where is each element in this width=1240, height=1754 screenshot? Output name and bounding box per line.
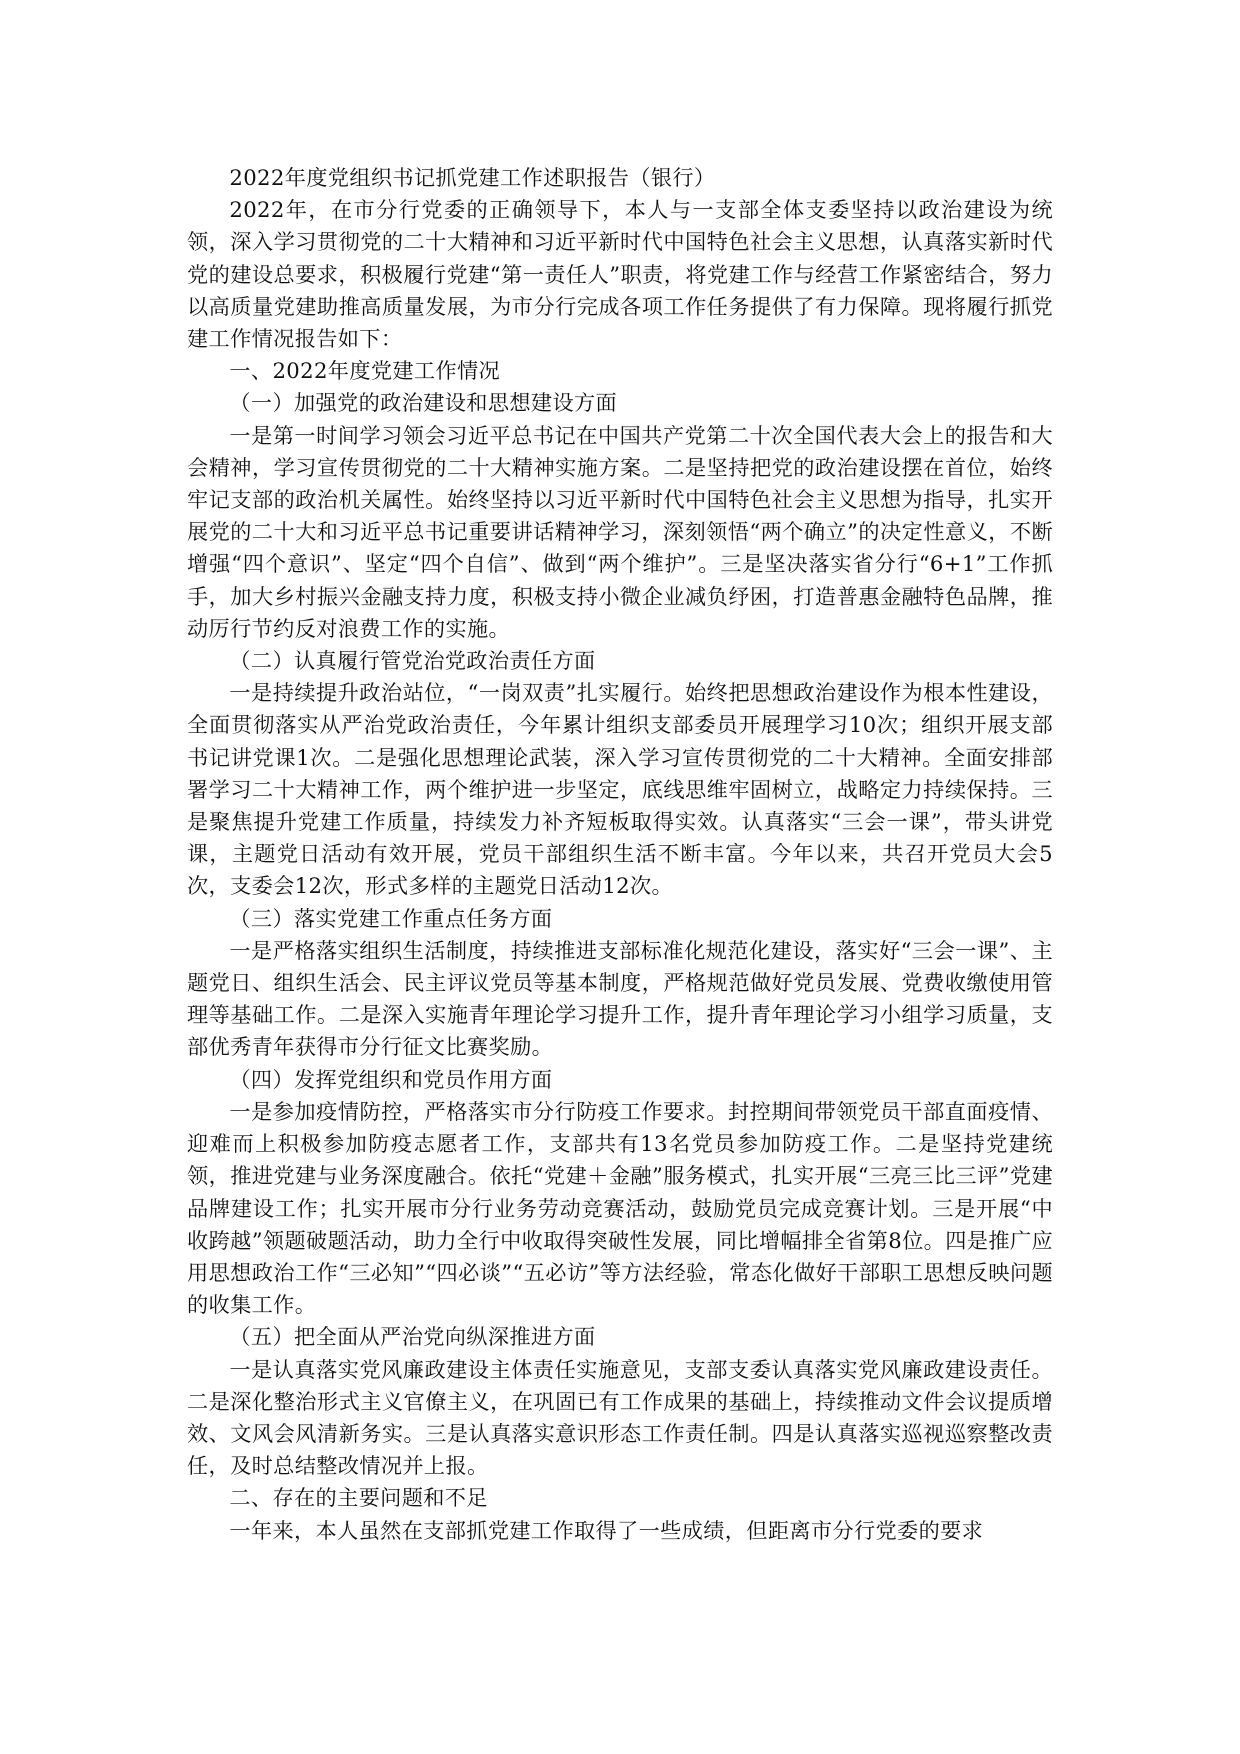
subsection-5-paragraph: 一是认真落实党风廉政建设主体责任实施意见，支部支委认真落实党风廉政建设责任。二是深化整治形式主义官僚主义，在巩固已有工作成果的基础上，持续推动文件会议提质增效、文风会风清新务实。三是认真落实意识形态工作责任制。四是认真落实巡视巡察整改责任，及时总结整改情况并上报。	[187, 1356, 1053, 1479]
document-page	[187, 162, 1053, 1547]
subsection-5-heading: （五）把全面从严治党向纵深推进方面	[229, 1324, 596, 1350]
document-title: 2022年度党组织书记抓党建工作述职报告（银行）	[229, 165, 716, 190]
intro-paragraph: 2022年，在市分行党委的正确领导下，本人与一支部全体支委坚持以政治建设为统领，深入学习贯彻党的二十大精神和习近平新时代中国特色社会主义思想，认真落实新时代党的建设总要求，积极履行党建“第一责任人”职责，将党建工作与经营工作紧密结合，努力以高质量党建助推高质量发展，为市分行完成各项工作任务提供了有力保障。现将履行抓党建工作情况报告如下：	[187, 197, 1053, 352]
subsection-4-heading: （四）发挥党组织和党员作用方面	[229, 1066, 553, 1092]
subsection-4-paragraph: 一是参加疫情防控，严格落实市分行防疫工作要求。封控期间带领党员干部直面疫情、迎难而上积极参加防疫志愿者工作，支部共有13名党员参加防疫工作。二是坚持党建统领，推进党建与业务深度融合。依托“党建＋金融”服务模式，扎实开展“三亮三比三评”党建品牌建设工作；扎实开展市分行业务劳动竞赛活动，鼓励党员完成竞赛计划。三是开展“中收跨越”领题破题活动，助力全行中收取得突破性发展，同比增幅排全省第8位。四是推广应用思想政治工作“三必知”“四必谈”“五必访”等方法经验，常态化做好干部职工思想反映问题的收集工作。	[187, 1098, 1053, 1318]
subsection-3-paragraph: 一是严格落实组织生活制度，持续推进支部标准化规范化建设，落实好“三会一课”、主题党日、组织生活会、民主评议党员等基本制度，严格规范做好党员发展、党费收缴使用管理等基础工作。二是深入实施青年理论学习提升工作，提升青年理论学习小组学习质量，支部优秀青年获得市分行征文比赛奖励。	[187, 937, 1053, 1060]
section-2-paragraph: 一年来，本人虽然在支部抓党建工作取得了一些成绩，但距离市分行党委的要求	[229, 1517, 984, 1543]
section-2-heading: 二、存在的主要问题和不足	[229, 1485, 488, 1511]
subsection-1-paragraph: 一是第一时间学习领会习近平总书记在中国共产党第二十次全国代表大会上的报告和大会精神，学习宣传贯彻党的二十大精神实施方案。二是坚持把党的政治建设摆在首位，始终牢记支部的政治机关属性。始终坚持以习近平新时代中国特色社会主义思想为指导，扎实开展党的二十大和习近平总书记重要讲话精神学习，深刻领悟“两个确立”的决定性意义，不断增强“四个意识”、坚定“四个自信”、做到“两个维护”。三是坚决落实省分行“6+1”工作抓手，加大乡村振兴金融支持力度，积极支持小微企业减负纾困，打造普惠金融特色品牌，推动厉行节约反对浪费工作的实施。	[187, 422, 1053, 641]
subsection-3-heading: （三）落实党建工作重点任务方面	[229, 905, 553, 931]
subsection-2-paragraph: 一是持续提升政治站位，“一岗双责”扎实履行。始终把思想政治建设作为根本性建设，全面贯彻落实从严治党政治责任，今年累计组织支部委员开展理学习10次；组织开展支部书记讲党课1次。二是强化思想理论武装，深入学习宣传贯彻党的二十大精神。全面安排部署学习二十大精神工作，两个维护进一步坚定，底线思维牢固树立，战略定力持续保持。三是聚焦提升党建工作质量，持续发力补齐短板取得实效。认真落实“三会一课”，带头讲党课，主题党日活动有效开展，党员干部组织生活不断丰富。今年以来，共召开党员大会5次，支委会12次，形式多样的主题党日活动12次。	[187, 680, 1053, 899]
section-1-heading: 一、2022年度党建工作情况	[229, 358, 501, 384]
subsection-1-heading: （一）加强党的政治建设和思想建设方面	[229, 390, 618, 416]
subsection-2-heading: （二）认真履行管党治党政治责任方面	[229, 648, 596, 674]
